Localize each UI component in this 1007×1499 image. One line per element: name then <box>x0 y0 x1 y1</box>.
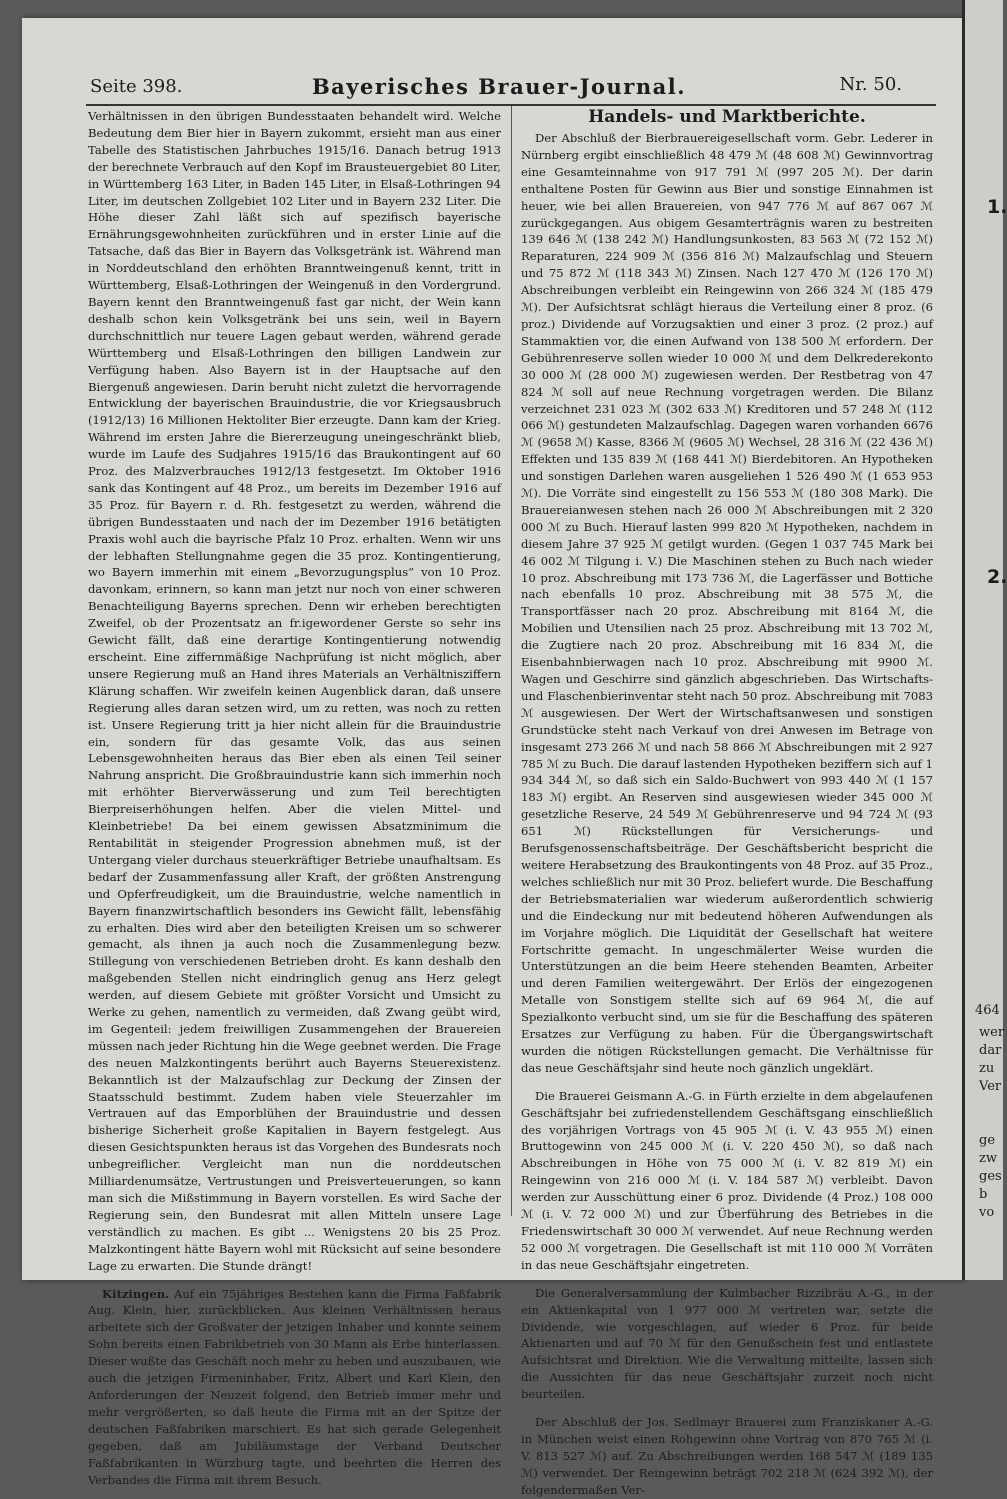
article-lead: Kitzingen. <box>102 1286 170 1301</box>
page-number: Seite 398. <box>90 76 183 97</box>
edge-number-1: 1. <box>987 196 1007 218</box>
article-beer-consumption: Verhältnissen in den übrigen Bundesstaaten behandelt wird. Welche Bedeutung dem Bier hier in Bayern zukommt, ersieht man aus einer Tabelle des Statistischen Jahrbuches 1915/16. Danach betrug 1913 der berechnete Verbrauch auf den Kopf im Brausteuergebiet 80 Liter, in Württemberg 163 Liter, in Baden 145 Liter, in Elsaß-Lothringen 94 Liter, im deutschen Zollgebiet 102 Liter und in Bayern 232 Liter. Die Höhe dieser Zahl läßt sich auf spezifisch bayerische Ernährungsgewohnheiten zurückführen und in erster Linie auf die Tatsache, daß das Bier in Bayern das Volksgetränk ist. Während man in Norddeutschland den erhöhten Branntweingenuß kennt, tritt in Württemberg, Elsaß-Lothringen der Weingenuß in den Vordergrund. Bayern kennt den Branntweingenuß fast gar nicht, der Wein kann deshalb schon kein Volksgetränk bei uns sein, weil in Bayern durchschnittlich nur teuere Lagen gebaut werden, während gerade Württemberg und Elsaß-Lothringen den billigen Landwein zur Verfügung haben. Also Bayern ist in der Hauptsache auf den Biergenuß angewiesen. Darin beruht nicht zuletzt die hervorragende Entwicklung der bayerischen Brauindustrie, die vor Kriegsausbruch (1912/13) 16 Millionen Hektoliter Bier erzeugte. Dann kam der Krieg. Während im ersten Jahre die Biererzeugung uneingeschränkt blieb, wurde im Laufe des Sudjahres 1915/16 das Braukontingent auf 60 Proz. des Malzverbrauches 1912/13 festgesetzt. Im Oktober 1916 sank das Kontingent auf 48 Proz., um bereits im Dezember 1916 auf 35 Proz. für Bayern r. d. Rh. festgesetzt zu werden, während die übrigen Bundesstaaten und nach der im Dezember 1916 betätigten Praxis wohl auch die bayrische Pfalz 10 Proz. erhalten. Wenn wir uns der lebhaften Stellungnahme gegen die 35 proz. Kontingentierung, wo Bayern immerhin mit einem „Bevorzugungsplus“ von 10 Proz. davonkam, erinnern, so kann man jetzt nur noch von einer schweren Benachteiligung Bayerns sprechen. Denn wir erheben berechtigten Zweifel, ob der Prozentsatz an fr.igewordener Gerste so sehr ins Gewicht fällt, daß eine derartige Kontingentierung notwendig erscheint. Eine ziffernmäßige Nachprüfung ist nicht möglich, aber unsere Regierung muß an Hand ihres Materials an Verhältnisziffern Klärung schaffen. Wir zweifeln keinen Augenblick daran, daß unsere Regierung alles daran setzen wird, um zu retten, was noch zu retten ist. Unsere Regierung tritt ja hier nicht allein für die Brauindustrie ein, sondern für das gesamte Volk, das aus seinen Lebensgewohnheiten heraus das Bier eben als einen Teil seiner Nahrung anspricht. Die Großbrauindustrie kann sich immerhin noch mit erhöhter Bierverwässerung und zum Teil berechtigten Bierpreiserhöhungen helfen. Aber die vielen Mittel- und Kleinbetriebe! Da bei einem gewissen Absatzminimum die Rentabilität in steigender Progression abnehmen muß, ist der Untergang vieler durchaus steuerkräftiger Betriebe unaufhaltsam. Es bedarf der Zusammenfassung aller Kraft, der größten Anstrengung und Opferfreudigkeit, um die Brauindustrie, welche namentlich in Bayern finanzwirtschaftlich besonders ins Gewicht fällt, lebensfähig zu erhalten. Dies wird aber den beteiligten Kreisen um so schwerer gemacht, als ihnen ja auch noch die Zusammenlegung bezw. Stillegung von verschiedenen Betrieben droht. Es kann deshalb den maßgebenden Stellen nicht eindringlich genug ans Herz gelegt werden, auf diesem Gebiete mit größter Vorsicht und Umsicht zu Werke zu gehen, namentlich zu vermeiden, daß Zwang geübt wird, im Gegenteil: jedem freiwilligen Zusammengehen der Brauereien müssen nach jeder Richtung hin die Wege geebnet werden. Die Frage des neuen Malzkontingents berührt auch Bayerns Steuerexistenz. Bekanntlich ist der Malzaufschlag zur Deckung der Zinsen der Staatsschuld bestimmt. Zudem haben viele Steuerzahler im Vertrauen auf das Emporblühen der Brauindustrie und dessen bisherige Sicherheit große Kapitalien in Bayern festgelegt. Aus diesen Gesichtspunkten heraus ist das Vorgehen des Bundesrats noch unbegreiflicher. Vergleicht man nun die norddeutschen Milliardenumsätze, Vertrustungen und Preisverteuerungen, so kann man sich die Mißstimmung in Bayern vorstellen. Es wird Sache der Regierung sein, den Bundesrat mit allen Mitteln unsere Lage verständlich zu machen. Es gibt ... Wenigstens 20 bis 25 Proz. Malzkontingent hätte Bayern wohl mit Rücksicht auf seine besondere Lage zu erwarten. Die Stunde drängt! <box>88 109 501 1273</box>
column-divider <box>511 106 512 1216</box>
edge-number-2: 2. <box>987 566 1007 588</box>
article-kitzingen-text: Auf ein 75jähriges Bestehen kann die Firma Faßfabrik Aug. Klein, hier, zurückblicken. Aus kleinen Verhältnissen heraus arbeitete sich der Großvater der jetzigen Inhaber und konnte seinem Sohn bereits einen Fabrikbetrieb von 30 Mann als Erbe hinterlassen. Dieser wußte das Geschäft noch mehr zu heben und auszubauen, wie auch die jetzigen Firmeninhaber, Fritz, Albert und Karl Klein, den Anforderungen der Neuzeit folgend, den Betrieb immer mehr und mehr vergrößerten, so daß heute die Firma mit an der Spitze der deutschen Faßfabriken marschiert. Es hat sich gerade Gelegenheit gegeben, daß am Jubiläumstage der Verband Deutscher Faßfabrikanten in Würzburg tagte, und beehrten die Herren des Verbandes die Firma mit ihrem Besuch. <box>88 1286 502 1487</box>
article-rizzibraeu: Die Generalversammlung der Kulmbacher Rizzibräu A.-G., in der ein Aktienkapital von 1 977 000 ℳ vertreten war, setzte die Dividende, wie vorgeschlagen, auf wieder 6 Proz. für beide Aktienarten und auf 70 ℳ für den Genußschein fest und entlastete Aufsichtsrat und Direktion. Wie die Verwaltung mitteilte, lassen sich die Aussichten für das neue Geschäftsjahr zurzeit noch nicht beurteilen. <box>521 1285 933 1402</box>
edge-text: zw <box>979 1151 997 1166</box>
edge-text: b <box>979 1187 988 1202</box>
article-geismann: Die Brauerei Geismann A.-G. in Fürth erzielte in dem abgelaufenen Geschäftsjahr bei zufriedenstellendem Geschäftsgang einschließlich des vorjährigen Vortrags von 45 905 ℳ (i. V. 43 955 ℳ) einen Bruttogewinn von 245 000 ℳ (i. V. 220 450 ℳ), so daß nach Abschreibungen in Höhe von 75 000 ℳ (i. V. 82 819 ℳ) ein Reingewinn von 216 000 ℳ (i. V. 184 587 ℳ) verbleibt. Davon werden zur Ausschüttung einer 6 proz. Dividende (4 Proz.) 108 000 ℳ (i. V. 72 000 ℳ) und zur Überführung des Betriebes in die Friedenswirtschaft 30 000 ℳ verwendet. Auf neue Rechnung werden 52 000 ℳ vorgetragen. Die Gesellschaft ist mit 110 000 ℳ Vorräten in das neue Geschäftsjahr eingetreten. <box>521 1088 933 1272</box>
edge-text: ges <box>979 1169 1002 1184</box>
left-column <box>88 108 501 1488</box>
edge-text: Ver <box>979 1079 1002 1094</box>
article-lederer: Der Abschluß der Bierbrauereigesellschaft vorm. Gebr. Lederer in Nürnberg ergibt einschließlich 48 479 ℳ (48 608 ℳ) Gewinnvortrag eine Gesamteinnahme von 917 791 ℳ (997 205 ℳ). Der darin enthaltene Posten für Gewinn aus Bier und sonstige Einnahmen ist heuer, wie bei allen Brauereien, von 947 776 ℳ auf 867 067 ℳ zurückgegangen. Aus obigem Gesamterträgnis waren zu bestreiten 139 646 ℳ (138 242 ℳ) Handlungsunkosten, 83 563 ℳ (72 152 ℳ) Reparaturen, 224 909 ℳ (356 816 ℳ) Malzaufschlag und Steuern und 75 872 ℳ (118 343 ℳ) Zinsen. Nach 127 470 ℳ (126 170 ℳ) Abschreibungen verbleibt ein Reingewinn von 266 324 ℳ (185 479 ℳ). Der Aufsichtsrat schlägt hieraus die Verteilung einer 8 proz. (6 proz.) Dividende auf Vorzugsaktien und einer 3 proz. (2 proz.) auf Stammaktien vor, die einen Aufwand von 138 500 ℳ erfordern. Der Gebührenreserve sollen wieder 10 000 ℳ und dem Delkrederekonto 30 000 ℳ (28 000 ℳ) zugewiesen werden. Der Restbetrag von 47 824 ℳ soll auf neue Rechnung vorgetragen werden. Die Bilanz verzeichnet 231 023 ℳ (302 633 ℳ) Kreditoren und 57 248 ℳ (112 066 ℳ) gestundeten Malzaufschlag. Dagegen waren vorhanden 6676 ℳ (9658 ℳ) Kasse, 8366 ℳ (9605 ℳ) Wechsel, 28 316 ℳ (22 436 ℳ) Effekten und 135 839 ℳ (168 441 ℳ) Bierdebitoren. An Hypotheken und sonstigen Darlehen waren ausgeliehen 1 526 490 ℳ (1 653 953 ℳ). Die Vorräte sind eingestellt zu 156 553 ℳ (180 308 Mark). Die Brauereianwesen stehen nach 26 000 ℳ Abschreibungen mit 2 320 000 ℳ zu Buch. Hierauf lasten 999 820 ℳ Hypotheken, nachdem in diesem Jahre 37 925 ℳ getilgt wurden. (Gegen 1 037 745 Mark bei 46 002 ℳ Tilgung i. V.) Die Maschinen stehen zu Buch nach wieder 10 proz. Abschreibung mit 173 736 ℳ, die Lagerfässer und Bottiche nach ebenfalls 10 proz. Abschreibung mit 38 575 ℳ, die Transportfässer nach 20 proz. Abschreibung mit 8164 ℳ, die Mobilien und Utensilien nach 25 proz. Abschreibung mit 13 702 ℳ, die Zugtiere nach 20 proz. Abschreibung mit 16 834 ℳ, die Eisenbahnbierwagen nach 10 proz. Abschreibung mit 9900 ℳ. Wagen und Geschirre sind gänzlich abgeschrieben. Das Wirtschafts- und Flaschenbierinventar steht nach 50 proz. Abschreibung mit 7083 ℳ ausgewiesen. Der Wert der Wirtschaftsanwesen und sonstigen Grundstücke steht nach Verkauf von drei Anwesen im Betrage von insgesamt 273 266 ℳ und nach 58 866 ℳ Abschreibungen mit 2 927 785 ℳ zu Buch. Die darauf lastenden Hypotheken beziffern sich auf 1 934 344 ℳ, so daß sich ein Saldo-Buchwert von 993 440 ℳ (1 157 183 ℳ) ergibt. An Reserven sind ausgewiesen wieder 345 000 ℳ gesetzliche Reserve, 24 549 ℳ Gebührenreserve und 94 724 ℳ (93 651 ℳ) Rückstellungen für Versicherungs- und Berufsgenossenschaftsbeiträge. Der Geschäftsbericht bespricht die weitere Herabsetzung des Braukontingents von 48 Proz. auf 35 Proz., welches schließlich nur mit 30 Proz. beliefert wurde. Die Beschaffung der Betriebsmaterialien war wiederum außerordentlich schwierig und die Eindeckung nur mit bedeutend höheren Aufwendungen als im Vorjahre möglich. Die Liquidität der Gesellschaft hat weitere Fortschritte gemacht. In ungeschmälerter Weise wurden die Unterstützungen an die beim Heere stehenden Beamten, Arbeiter und deren Familien weitergewährt. Der Erlös der eingezogenen Metalle von Sonstigem stellte sich auf 69 964 ℳ, die auf Spezialkonto verbucht sind, um sie für die Beschaffung des späteren Ersatzes zur Verfügung zu haben. Für die Übergangswirtschaft wurden die nötigen Rückstellungen gemacht. Die Verhältnisse für das neue Geschäftsjahr sind heute noch gänzlich ungeklärt. <box>521 131 933 1075</box>
edge-text: ge <box>979 1133 996 1148</box>
section-title: Handels- und Marktberichte. <box>588 107 866 127</box>
adjacent-page-edge <box>962 0 1007 1280</box>
page-header <box>64 70 934 100</box>
article-sedlmayr: Der Abschluß der Jos. Sedlmayr Brauerei zum Franziskaner A.-G. in München weist einen Rohgewinn ohne Vortrag von 870 765 ℳ (i. V. 813 527 ℳ) auf. Zu Abschreibungen werden 168 547 ℳ (189 135 ℳ) verwendet. Der Reingewinn beträgt 702 218 ℳ (624 392 ℳ), der folgendermaßen Ver- <box>521 1415 933 1497</box>
edge-text: dar <box>979 1043 1002 1058</box>
edge-text: wer <box>979 1025 1005 1040</box>
journal-title: Bayerisches Brauer-Journal. <box>311 74 687 99</box>
issue-number: Nr. 50. <box>839 74 902 95</box>
edge-text: vo <box>979 1205 995 1220</box>
edge-text: 464 <box>975 1003 1000 1018</box>
right-column <box>521 106 933 1499</box>
edge-text: zu <box>979 1061 995 1076</box>
article-kitzingen <box>88 1286 501 1489</box>
